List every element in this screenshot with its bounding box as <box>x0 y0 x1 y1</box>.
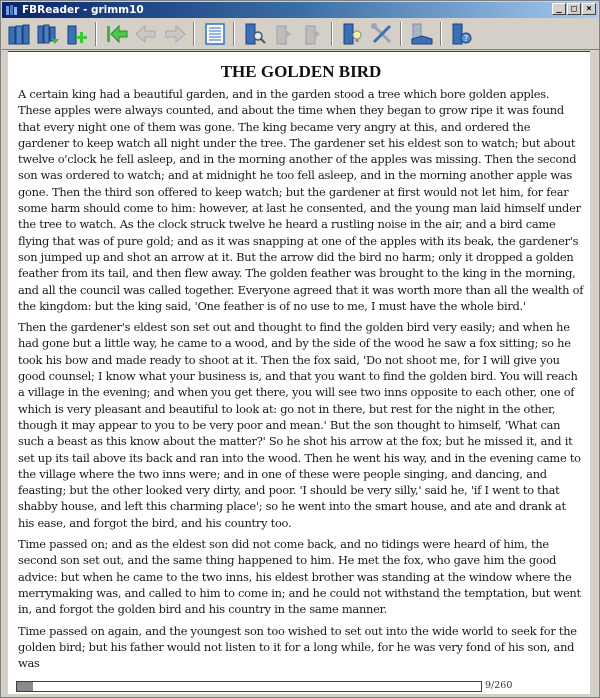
toolbar-separator <box>193 22 195 46</box>
wrench-screwdriver-icon <box>370 22 394 46</box>
window-title: FBReader - grimm10 <box>22 4 144 16</box>
rotate-screen-button[interactable] <box>410 21 434 47</box>
find-next-icon <box>301 22 325 46</box>
book-info-button[interactable] <box>341 21 365 47</box>
go-to-start-button[interactable] <box>105 21 129 47</box>
search-button[interactable] <box>243 21 267 47</box>
page-counter: 9/260 <box>485 680 513 691</box>
title-bar[interactable] <box>2 2 598 18</box>
add-book-button[interactable] <box>65 21 89 47</box>
toolbar <box>2 19 599 50</box>
book-text <box>18 60 584 676</box>
paragraph: Time passed on; and as the eldest son did not come back, and no tidings were heard of him, the second son set out, and the same thing happened to him. He met the fox, who gave him the good advice: but when he came to the two inns, his eldest brother was standing at the window where the merrymaking was, and called to him to come in; and he could not withstand the temptation, but went in, and forgot the golden bird and his country in the same manner. <box>18 537 581 617</box>
fbreader-app-icon <box>5 4 19 16</box>
toolbar-separator <box>400 22 402 46</box>
minimize-button[interactable]: _ <box>552 3 566 15</box>
reading-progress <box>16 681 596 695</box>
toolbar-separator <box>95 22 97 46</box>
progress-bar[interactable] <box>16 681 482 692</box>
paragraph: Then the gardener's eldest son set out and thought to find the golden bird very easily; and when he had gone but a little way, he came to a wood, and by the side of the wood he saw a fox sitting; so he took his bow and made ready to shoot at it. Then the fox said, 'Do not shoot me, for I will give you good counsel; I know what your business is, and that you want to find the golden bird. You will reach a village in the evening; and when you get there, you will see two inns opposite to each other, one of which is very pleasant and beautiful to look at: go not in there, but rest for the night in the other, though it may appear to you to be very poor and mean.' But the son thought to himself, 'What can such a beast as this know about the matter?' So he shot his arrow at the fox; but he missed it, and it set up its tail above its back and ran into the wood. Then he went his way, and in the evening came to the village where the two inns were; and in one of these were people singing, and dancing, and feasting; but the other looked very dirty, and poor. 'I should be very silly,' said he, 'if I went to that shabby house, and left this charming place'; so he went into the smart house, and ate and drank at his ease, and forgot the bird, and his country too. <box>18 320 581 530</box>
add-book-icon <box>65 22 89 46</box>
arrow-right-icon <box>163 22 187 46</box>
find-previous-icon <box>272 22 296 46</box>
library-button[interactable] <box>7 21 31 47</box>
toolbar-separator <box>331 22 333 46</box>
open-book-icon <box>410 22 434 46</box>
toolbar-separator <box>233 22 235 46</box>
svg-text:?: ? <box>463 34 469 43</box>
back-button[interactable] <box>134 21 158 47</box>
arrow-left-icon <box>134 22 158 46</box>
paragraph: A certain king had a beautiful garden, and in the garden stood a tree which bore golden apples. These apples were always counted, and about the time when they began to grow ripe it was found that every night one of them was gone. The king became very angry at this, and ordered the gardener to keep watch all night under the tree. The gardener set his eldest son to watch; but about twelve o'clock he fell asleep, and in the morning another of the apples was missing. Then the second son was ordered to watch; and at midnight he too fell asleep, and in the morning another apple was gone. Then the third son offered to keep watch; but the gardener at first would not let him, for fear some harm should come to him: however, at last he consented, and the young man laid himself under the tree to watch. As the clock struck twelve he heard a rustling noise in the air, and a bird came flying that was of pure gold; and as it was snapping at one of the apples with its beak, the gardener's son jumped up and shot an arrow at it. But the arrow did the bird no harm; only it dropped a golden feather from its tail, and then flew away. The golden feather was brought to the king in the morning, and all the council was called together. Everyone agreed that it was worth more than all the wealth of the kingdom: but the king said, 'One feather is of no use to me, I must have the whole bird.' <box>18 87 584 313</box>
go-to-start-icon <box>105 22 129 46</box>
help-button[interactable] <box>450 21 474 47</box>
search-book-icon <box>243 22 267 46</box>
book-info-icon <box>341 22 365 46</box>
help-book-icon <box>450 22 474 46</box>
close-button[interactable]: × <box>582 3 596 15</box>
table-of-contents-button[interactable] <box>203 21 227 47</box>
find-previous-button[interactable] <box>272 21 296 47</box>
find-next-button[interactable] <box>301 21 325 47</box>
forward-button[interactable] <box>163 21 187 47</box>
network-library-button[interactable] <box>36 21 60 47</box>
progress-fill <box>17 682 33 691</box>
chapter-title: THE GOLDEN BIRD <box>220 62 382 81</box>
maximize-button[interactable]: □ <box>567 3 581 15</box>
toolbar-separator <box>440 22 442 46</box>
library-icon <box>7 22 31 46</box>
network-library-icon <box>36 22 60 46</box>
paragraph: Time passed on again, and the youngest son too wished to set out into the wide world to seek for the golden bird; but his father would not listen to it for a long while, for he was very fond of his son, and was <box>18 623 577 671</box>
table-of-contents-icon <box>203 22 227 46</box>
book-page[interactable] <box>8 51 590 694</box>
preferences-button[interactable] <box>370 21 394 47</box>
